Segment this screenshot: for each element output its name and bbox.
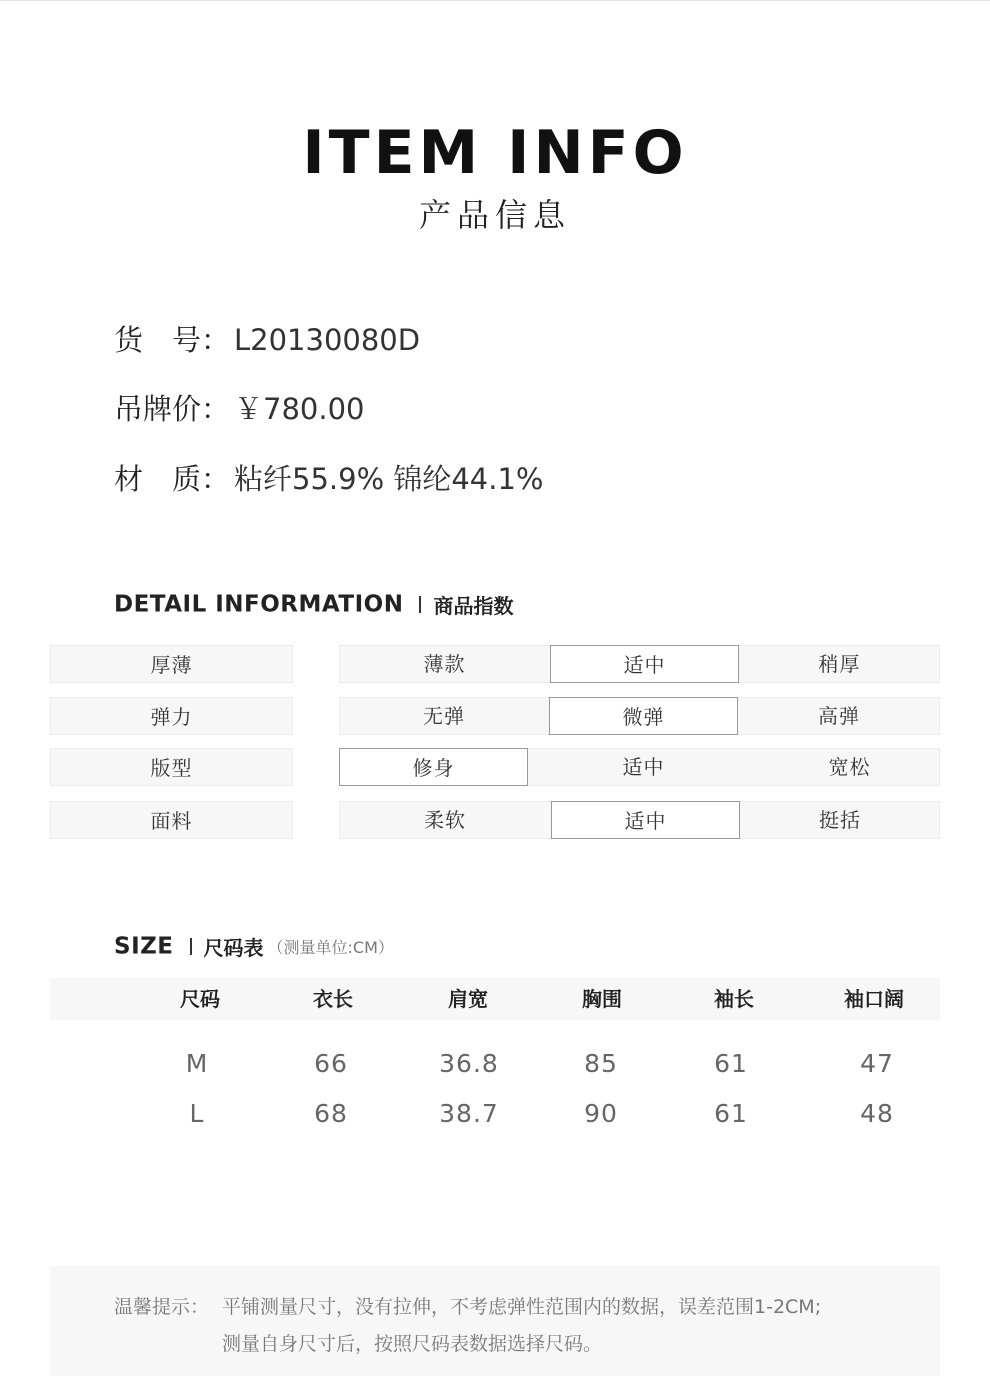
size-cell: 48 [860,1099,894,1128]
size-cell: L [189,1099,205,1128]
size-section-heading [114,932,394,961]
heading-separator [419,596,421,613]
material-label: 材 质： [114,462,231,496]
sku-label: 货 号： [114,323,231,357]
table-row [0,1094,990,1134]
size-cell: 68 [314,1099,348,1128]
detail-option-selected: 适中 [551,801,740,839]
detail-title-en: DETAIL INFORMATION [114,591,404,618]
size-col-header: 尺码 [180,987,220,1011]
detail-section-heading [114,590,513,619]
heading-separator [190,938,192,955]
detail-row [0,697,990,735]
size-col-header: 衣长 [313,987,353,1011]
price-value: ￥780.00 [234,392,365,426]
size-title-cn: 尺码表 [203,936,264,960]
detail-option: 薄款 [423,652,466,676]
detail-option: 柔软 [424,808,466,832]
detail-option: 无弹 [423,704,465,728]
material-row [114,457,543,498]
size-cell: 38.7 [439,1099,499,1128]
size-col-header: 袖长 [714,987,754,1011]
size-col-header: 袖口阔 [844,987,904,1011]
price-row [114,387,364,428]
detail-row [0,801,990,839]
size-col-header: 肩宽 [448,987,488,1011]
detail-title-cn: 商品指数 [433,594,514,618]
detail-option: 高弹 [818,704,860,728]
detail-option-selected: 适中 [550,645,739,683]
size-cell: 61 [714,1099,748,1128]
size-col-header: 胸围 [582,987,622,1011]
size-title-en: SIZE [114,933,174,960]
tip-line-1: 平铺测量尺寸，没有拉伸，不考虑弹性范围内的数据，误差范围1-2CM; [222,1296,822,1318]
price-label: 吊牌价： [114,392,231,426]
sku-value: L20130080D [234,323,421,357]
detail-row [0,748,990,786]
top-divider [0,0,990,1]
size-table-header [50,978,940,1020]
detail-row-label: 厚薄 [50,645,293,683]
size-unit-note: （测量单位:CM） [267,938,394,957]
tip-line-2: 测量自身尺寸后，按照尺码表数据选择尺码。 [222,1333,603,1355]
detail-option: 适中 [622,755,665,779]
detail-option-selected: 修身 [339,748,528,786]
detail-row-label: 版型 [50,748,293,786]
size-cell: 90 [584,1099,618,1128]
detail-option: 宽松 [828,755,871,779]
size-cell: 61 [714,1049,748,1078]
page-title: ITEM INFO [302,118,688,188]
size-cell: M [185,1049,209,1078]
detail-row [0,645,990,683]
tip-label: 温馨提示： [114,1296,210,1318]
size-cell: 66 [314,1049,348,1078]
detail-row-label: 弹力 [50,697,293,735]
table-row [0,1044,990,1084]
tip-box [50,1266,940,1376]
detail-option: 稍厚 [818,652,861,676]
sku-row [114,318,420,359]
size-cell: 36.8 [439,1049,499,1078]
size-cell: 47 [860,1049,894,1078]
detail-option: 挺括 [819,808,861,832]
material-value: 粘纤55.9% 锦纶44.1% [234,462,544,496]
page-subtitle: 产品信息 [418,196,571,234]
detail-option-selected: 微弹 [549,697,738,735]
detail-row-label: 面料 [50,801,293,839]
size-cell: 85 [584,1049,618,1078]
